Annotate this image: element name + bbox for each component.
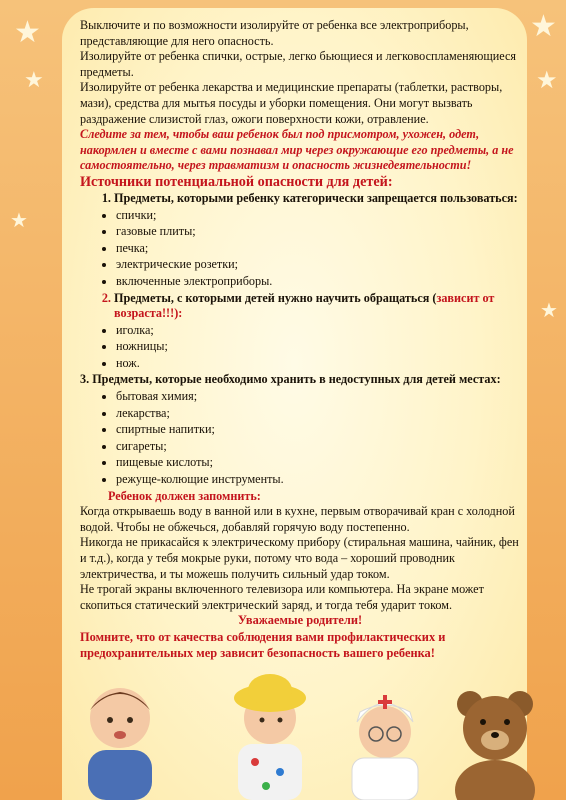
star-decoration-icon: ★ xyxy=(540,298,558,322)
star-decoration-icon: ★ xyxy=(14,15,41,50)
section-2 xyxy=(80,291,520,322)
leaflet-content xyxy=(80,18,520,661)
section-heading: Источники потенциальной опасности для детей: xyxy=(80,173,393,190)
remember-title: Ребенок должен запомнить: xyxy=(108,488,261,503)
remember-paragraph: Когда открываешь воду в ванной или в кухне, первым отворачивай кран с холодной водой. Чтобы не обжечься, добавляй горячую воду постепенно. xyxy=(80,504,515,534)
section-2-age-note: зависит от возраста!!! xyxy=(114,290,495,321)
children-illustration xyxy=(0,640,566,800)
boy-hat-figure xyxy=(234,674,306,800)
star-decoration-icon: ★ xyxy=(24,68,44,93)
list-item: • спиртные напитки; xyxy=(116,422,520,438)
star-decoration-icon: ★ xyxy=(10,208,28,232)
list-item: • ножницы; xyxy=(116,339,520,355)
list-item: • нож. xyxy=(116,356,520,372)
list-item: • сигареты; xyxy=(116,439,520,455)
section-1-list xyxy=(80,208,520,290)
star-decoration-icon: ★ xyxy=(530,9,557,44)
section-2-title-end: ): xyxy=(174,306,183,321)
section-1 xyxy=(80,191,520,207)
list-item: • режуще-колющие инструменты. xyxy=(116,472,520,488)
list-item: • включенные электроприборы. xyxy=(116,274,520,290)
section-2-list xyxy=(80,323,520,372)
intro-paragraph: Выключите и по возможности изолируйте от ребенка все электроприборы, представляющие для него опасность. xyxy=(80,18,469,48)
list-item: • пищевые кислоты; xyxy=(116,455,520,471)
section-2-title xyxy=(114,291,520,322)
teddy-bear-figure xyxy=(455,691,535,800)
list-item: • электрические розетки; xyxy=(116,257,520,273)
parents-address: Уважаемые родители! xyxy=(237,613,363,628)
list-item: • печка; xyxy=(116,241,520,257)
remember-paragraph: Никогда не прикасайся к электрическому прибору (стиральная машина, чайник, фен и т.д.), когда у тебя мокрые руки, потому что вода – хороший проводник электричества, и ты можешь получить сильный удар током. xyxy=(80,535,519,581)
boy-left-figure xyxy=(88,688,152,800)
list-item: • спички; xyxy=(116,208,520,224)
section-3-title: 3. Предметы, которые необходимо хранить в недоступных для детей местах: xyxy=(80,372,501,387)
intro-paragraph: Изолируйте от ребенка лекарства и медицинские препараты (таблетки, растворы, мази), средства для мытья посуды и уборки помещения. Они могут вызвать раздражение слизистой глаз, ожоги поверхности кожи, отравление. xyxy=(80,80,503,126)
section-2-title-text: Предметы, с которыми детей нужно научить обращаться ( xyxy=(114,290,437,305)
section-3-list xyxy=(80,389,520,488)
final-message: Помните, что от качества соблюдения вами профилактических и предохранительных мер зависит безопасность вашего ребенка! xyxy=(80,629,446,660)
section-1-title: 1. Предметы, которыми ребенку категорически запрещается пользоваться: xyxy=(114,191,520,207)
list-item: • иголка; xyxy=(116,323,520,339)
star-decoration-icon: ★ xyxy=(536,66,558,94)
remember-paragraph: Не трогай экраны включенного телевизора или компьютера. На экране может скопиться статический электрический заряд, и тогда тебя ударит током. xyxy=(80,582,484,612)
list-item: • лекарства; xyxy=(116,406,520,422)
list-item: • бытовая химия; xyxy=(116,389,520,405)
intro-paragraph: Изолируйте от ребенка спички, острые, легко бьющиеся и легковоспламеняющиеся предметы. xyxy=(80,49,516,79)
list-item: • газовые плиты; xyxy=(116,224,520,240)
warning-text: Следите за тем, чтобы ваш ребенок был под присмотром, ухожен, одет, накормлен и вместе с вами познавал мир через окружающие его предметы, а не самостоятельно, через травматизм и опасность жизнедеятельности! xyxy=(80,127,514,173)
doctor-child-figure xyxy=(352,695,418,800)
